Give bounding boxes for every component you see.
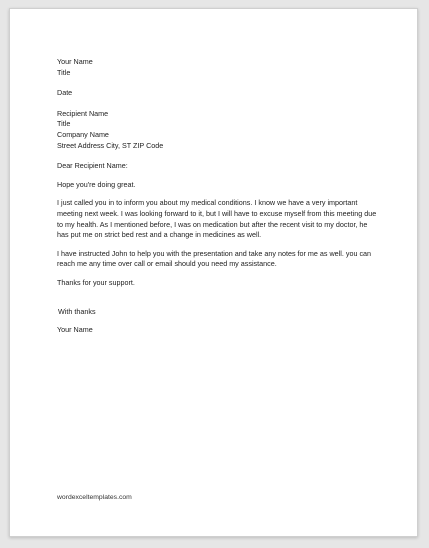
letter-body (57, 57, 377, 336)
paragraph-instructions: I have instructed John to help you with the presentation and take any notes for me as well. you can reach me any time over call or email should you need my assistance. (57, 248, 372, 269)
paragraph-greeting: Hope you're doing great. (57, 179, 136, 189)
footer-website: wordexceltemplates.com (57, 494, 132, 501)
recipient-name: Recipient Name (57, 108, 109, 118)
sender-name: Your Name (57, 57, 93, 66)
salutation: Dear Recipient Name: (57, 161, 128, 171)
recipient-company: Company Name (57, 129, 109, 139)
paragraph-thanks: Thanks for your support. (57, 277, 135, 287)
recipient-address: Street Address City, ST ZIP Code (57, 140, 164, 150)
letter-page (9, 8, 418, 537)
signature-name: Your Name (57, 325, 93, 335)
closing: With thanks (58, 306, 96, 316)
sender-title: Title (57, 67, 71, 77)
paragraph-medical: I just called you in to inform you about my medical conditions. I know we have a very important meeting next week. I was looking forward to it, but I will have to excuse myself from this meeting due to my health. As I mentioned before, I was on medication but after the recent visit to my doctor, he has put me on strict bed rest and a change in medicines as well. (57, 198, 377, 240)
letter-date: Date (57, 88, 73, 98)
recipient-title: Title (57, 119, 71, 129)
